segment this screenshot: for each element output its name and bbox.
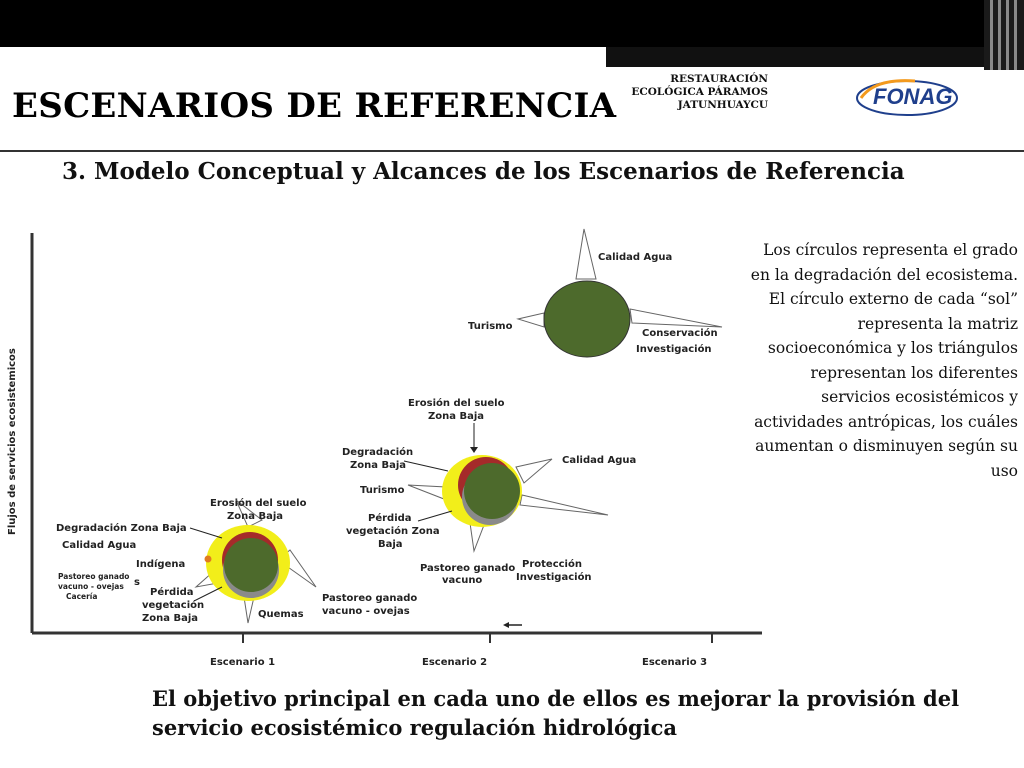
label-turismo-2: Turismo (360, 485, 405, 496)
triangle-calidad-3 (576, 229, 596, 279)
conceptual-model-diagram (0, 215, 770, 670)
triangle-turismo-3 (518, 313, 544, 327)
label-calidad-2: Calidad Agua (562, 455, 637, 466)
arrow-perdida-1 (194, 587, 222, 601)
label-pastoreo2-1a: Pastoreo ganado (322, 593, 418, 604)
top-bar-step (606, 47, 1024, 67)
label-proteccion-2: Protección (522, 559, 582, 570)
label-calidad-1: Calidad Agua (62, 540, 137, 551)
label-degradacion-1: Degradación Zona Baja (56, 523, 187, 534)
ecosystem-circle-2 (464, 463, 520, 519)
label-perdida-2b: vegetación Zona (346, 526, 440, 537)
label-degradacion-2b: Zona Baja (350, 460, 407, 471)
label-turismo-3: Turismo (468, 321, 513, 332)
top-bar (0, 0, 1024, 47)
section-subtitle: 3. Modelo Conceptual y Alcances de los Escenarios de Referencia (62, 158, 905, 185)
triangle-turismo-2 (408, 485, 446, 499)
arrowhead-erosion-2 (470, 447, 478, 453)
scenario-label-3: Escenario 3 (642, 657, 708, 668)
label-pastoreo-small-1: Pastoreo ganado (58, 572, 130, 581)
triangle-conservacion-3 (630, 309, 722, 327)
y-axis-label: Flujos de servicios ecosistemicos (7, 348, 18, 535)
label-degradacion-2: Degradación (342, 447, 414, 458)
label-pastoreo2-1b: vacuno - ovejas (322, 606, 410, 617)
arrow-degradacion-1 (190, 528, 222, 538)
label-indigena-1: Indígena (136, 559, 186, 570)
ecosystem-circle-3 (544, 281, 630, 357)
label-investigacion-3: Investigación (636, 344, 712, 355)
label-pastoreo-small-1b: vacuno - ovejas (58, 582, 124, 591)
label-erosion-2b: Zona Baja (428, 411, 485, 422)
scenario-label-2: Escenario 2 (422, 657, 488, 668)
dot-1 (205, 556, 212, 563)
label-conservacion-3: Conservación (642, 328, 718, 339)
triangle-proteccion-2 (520, 495, 608, 515)
scenario-label-1: Escenario 1 (210, 657, 276, 668)
label-perdida-1a: Pérdida (150, 587, 194, 598)
label-pastoreo-2b: vacuno (442, 575, 483, 586)
svg-text:FONAG: FONAG (873, 84, 953, 109)
label-erosion-2: Erosión del suelo (408, 398, 505, 409)
header-divider (0, 150, 1024, 152)
label-perdida-2a: Pérdida (368, 513, 412, 524)
decorative-stripes (984, 0, 1024, 70)
objective-text: El objetivo principal en cada uno de ellos es mejorar la provisión del servicio ecosistémico regulación hidrológica (152, 686, 960, 740)
label-s-1: s (134, 577, 140, 588)
axis-arrowhead (503, 622, 509, 628)
label-perdida-2c: Baja (378, 539, 403, 550)
label-pastoreo-2a: Pastoreo ganado (420, 563, 516, 574)
label-caceria-1: Cacería (66, 592, 98, 601)
label-quemas-1: Quemas (258, 609, 304, 620)
arrow-perdida-2 (418, 511, 452, 521)
explanation-text: Los círculos representa el grado en la degradación del ecosistema. El círculo externo de cada “sol” representa la matriz socioeconómica y los triángulos representan los diferentes servicios ecosistémicos y actividades antrópicas, los cuáles aumentan o disminuyen según su uso (750, 241, 1018, 480)
triangle-pastoreo-2 (470, 523, 484, 551)
label-perdida-1b: vegetación (142, 600, 205, 611)
label-investigacion-2: Investigación (516, 572, 592, 583)
fonag-logo (855, 76, 965, 118)
label-erosion-1: Erosión del suelo (210, 498, 307, 509)
triangle-calidad-2 (516, 459, 552, 483)
label-perdida-1c: Zona Baja (142, 613, 199, 624)
label-calidad-3: Calidad Agua (598, 252, 673, 263)
label-erosion-1b: Zona Baja (227, 511, 284, 522)
page-title: ESCENARIOS DE REFERENCIA (12, 86, 617, 126)
project-name: RESTAURACIÓN ECOLÓGICA PÁRAMOS JATUNHUAYCU (631, 73, 768, 111)
ecosystem-circle-1 (224, 538, 278, 592)
arrow-degradacion-2 (404, 461, 448, 471)
